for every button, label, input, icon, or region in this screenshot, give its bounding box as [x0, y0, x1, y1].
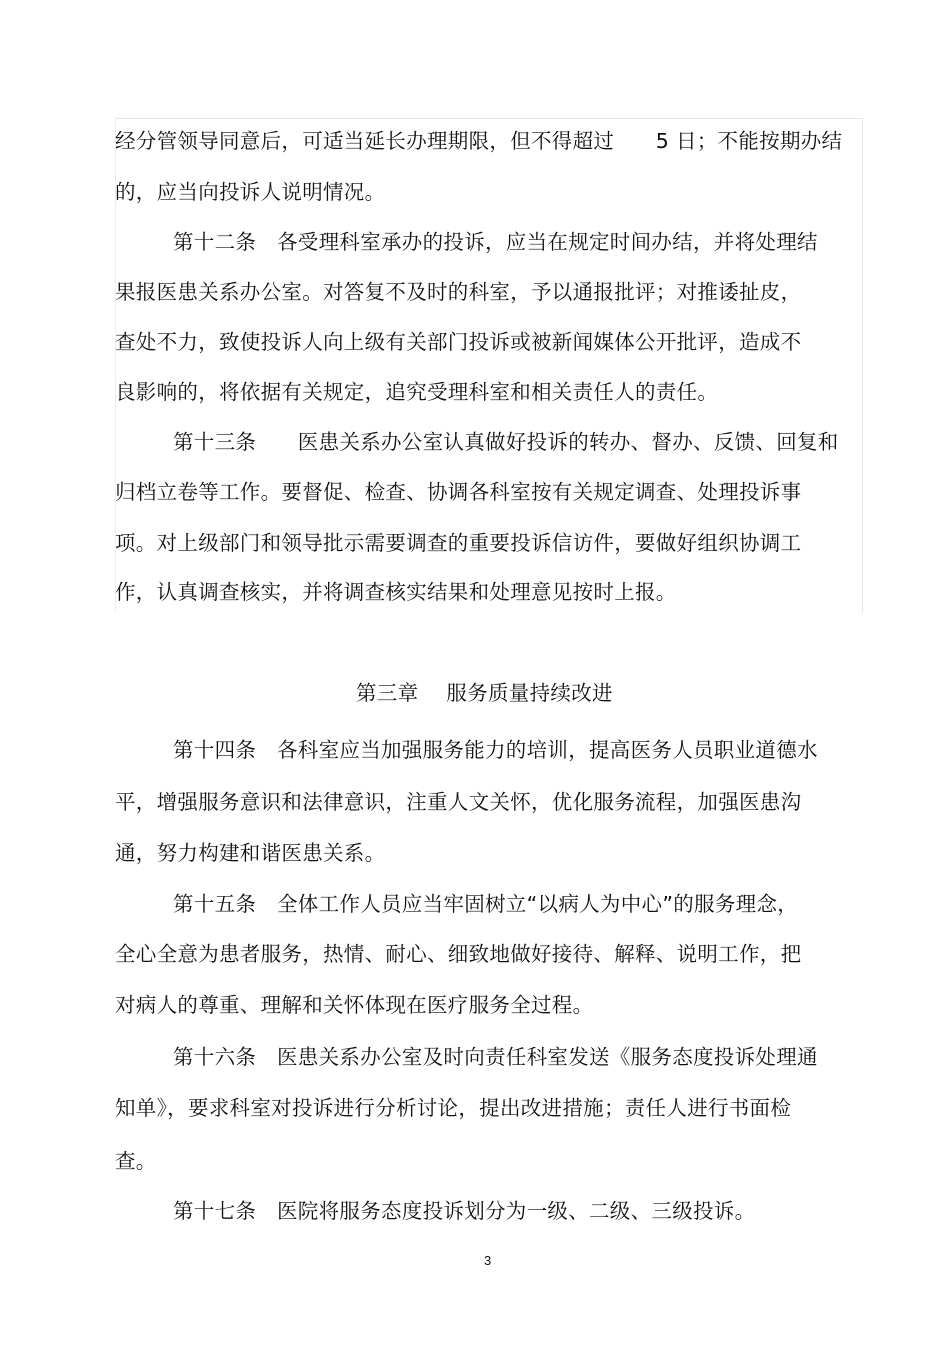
paragraph-line: 平，增强服务意识和法律意识，注重人文关怀，优化服务流程，加强医患沟 [115, 790, 802, 814]
article-14-heading-line: 第十四条 各科室应当加强服务能力的培训，提高医务人员职业道德水 [173, 738, 818, 762]
paragraph-line: 良影响的，将依据有关规定，追究受理科室和相关责任人的责任。 [115, 380, 719, 404]
paragraph-line: 的，应当向投诉人说明情况。 [115, 180, 386, 204]
paragraph-line: 果报医患关系办公室。对答复不及时的科室，予以通报批评；对推诿扯皮， [115, 280, 802, 304]
chapter-title: 服务质量持续改进 [446, 681, 613, 705]
paragraph-line: 作，认真调查核实，并将调查核实结果和处理意见按时上报。 [115, 580, 677, 604]
text-frame-right-border [862, 118, 863, 613]
paragraph-line: 通，努力构建和谐医患关系。 [115, 841, 386, 865]
chapter-heading [356, 680, 613, 706]
paragraph-line: 查处不力，致使投诉人向上级有关部门投诉或被新闻媒体公开批评，造成不 [115, 330, 802, 354]
paragraph-line: 全心全意为患者服务，热情、耐心、细致地做好接待、解释、说明工作，把 [115, 942, 802, 966]
text-frame-top-border [115, 118, 862, 119]
chapter-number: 第三章 [356, 681, 419, 705]
page-number: 3 [484, 1253, 492, 1268]
article-17-heading-line: 第十七条 医院将服务态度投诉划分为一级、二级、三级投诉。 [173, 1199, 756, 1223]
article-12-heading-line: 第十二条 各受理科室承办的投诉，应当在规定时间办结，并将处理结 [173, 230, 818, 254]
article-16-heading-line: 第十六条 医患关系办公室及时向责任科室发送《服务态度投诉处理通 [173, 1045, 818, 1069]
article-15-heading-line: 第十五条 全体工作人员应当牢固树立“以病人为中心”的服务理念， [173, 892, 799, 916]
paragraph-line: 经分管领导同意后，可适当延长办理期限，但不得超过 5 日；不能按期办结 [115, 129, 843, 153]
paragraph-line: 查。 [115, 1149, 157, 1173]
paragraph-line: 项。对上级部门和领导批示需要调查的重要投诉信访件，要做好组织协调工 [115, 531, 802, 555]
paragraph-line: 归档立卷等工作。要督促、检查、协调各科室按有关规定调查、处理投诉事 [115, 480, 802, 504]
article-13-heading-line: 第十三条 医患关系办公室认真做好投诉的转办、督办、反馈、回复和 [173, 430, 839, 454]
paragraph-line: 知单》，要求科室对投诉进行分析讨论，提出改进措施；责任人进行书面检 [115, 1096, 792, 1120]
paragraph-line: 对病人的尊重、理解和关怀体现在医疗服务全过程。 [115, 993, 594, 1017]
